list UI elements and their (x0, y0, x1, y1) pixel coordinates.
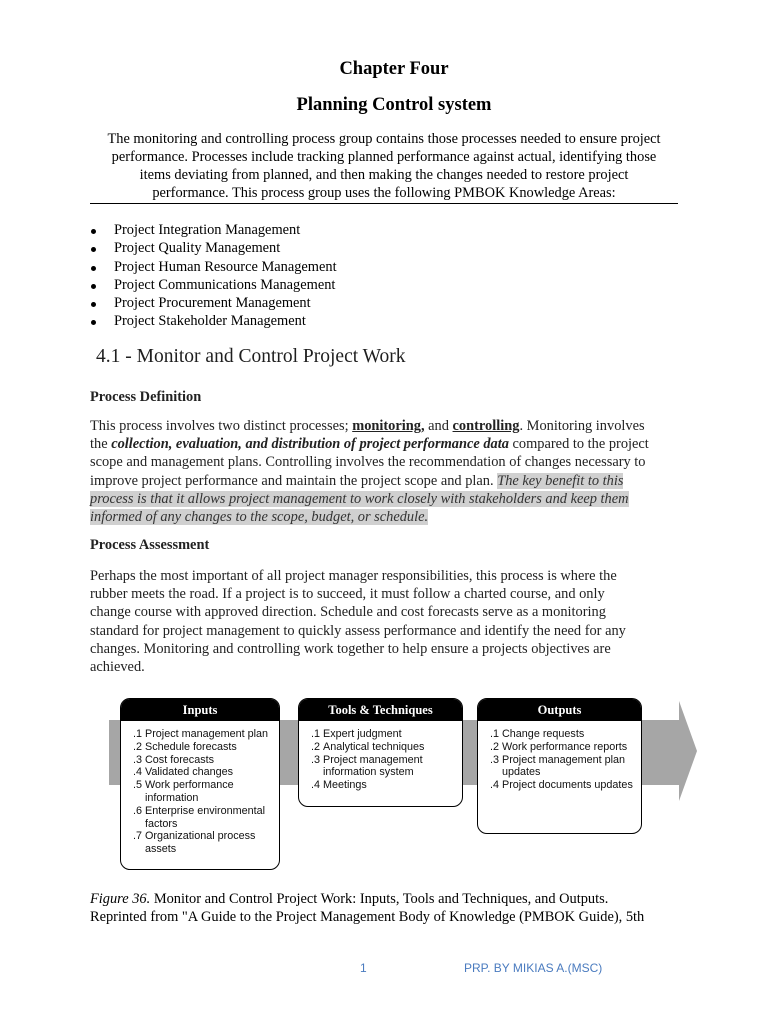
text-span: compared to the project (508, 436, 649, 453)
item-text: Schedule forecasts (145, 740, 237, 753)
bullet-icon (91, 320, 96, 325)
list-item-text: Project Procurement Management (114, 295, 311, 312)
list-item (486, 779, 635, 792)
text-line: change course with approved direction. Schedule and cost forecasts serve as a monitoring (90, 604, 606, 621)
intro-line: performance. This process group uses the following PMBOK Knowledge Areas: (152, 185, 616, 201)
text-line: standard for project management to quickly assess performance and identify the need for any (90, 622, 626, 639)
list-item (307, 754, 456, 780)
item-number: .3 (132, 753, 142, 766)
intro-line: performance. Processes include tracking planned performance against actual, identifying those (111, 149, 657, 165)
list-item (129, 805, 273, 831)
item-number: .7 (132, 830, 142, 843)
highlighted-text: The key benefit to this (497, 472, 624, 489)
text-line: rubber meets the road. If a project is to succeed, it must follow a charted course, and only (90, 586, 605, 603)
text-line (90, 417, 680, 435)
list-item (129, 754, 273, 767)
list-item (486, 741, 635, 754)
list-item (90, 239, 337, 257)
item-text: Meetings (323, 779, 367, 792)
text-span: and (424, 418, 453, 434)
inputs-list (121, 721, 279, 856)
list-item (307, 741, 456, 754)
text-line (90, 508, 680, 526)
tools-header: Tools & Techniques (299, 699, 462, 721)
item-text: Validated changes (145, 766, 234, 779)
bullet-icon (91, 302, 96, 307)
intro-line: items deviating from planned, and then making the changes needed to restore project (139, 167, 629, 183)
list-item-text: Project Quality Management (114, 240, 281, 257)
list-item (129, 741, 273, 754)
figure-caption (90, 890, 690, 926)
item-text: Project management plan (145, 728, 269, 740)
itto-diagram (105, 695, 695, 875)
chapter-number: Chapter Four (339, 59, 449, 79)
outputs-list (478, 721, 641, 792)
text-line (90, 890, 690, 908)
definition-heading: Process Definition (90, 389, 202, 405)
item-number: .2 (310, 740, 320, 753)
text-span: . Monitoring involves (519, 418, 645, 434)
text-span: Monitor and Control Project Work: Inputs, Tools and Techniques, and Outputs. (150, 891, 609, 907)
list-item (129, 830, 273, 856)
text-line: Reprinted from "A Guide to the Project Management Body of Knowledge (PMBOK Guide), 5th (90, 909, 645, 926)
text-line (90, 435, 680, 453)
text-line (90, 472, 680, 490)
text-line (90, 490, 680, 508)
list-item (90, 276, 337, 294)
list-item (129, 779, 273, 805)
list-item-text: Project Integration Management (114, 222, 301, 238)
text-span: improve project performance and maintain the project scope and plan. (90, 472, 498, 489)
figure-label: Figure 36. (90, 891, 151, 907)
item-number: .2 (489, 740, 499, 753)
item-text: Project management plan updates (502, 753, 626, 779)
highlighted-text: informed of any changes to the scope, budget, or schedule. (90, 509, 429, 526)
intro-paragraph (90, 130, 678, 204)
definition-paragraph (90, 417, 680, 526)
outputs-header: Outputs (478, 699, 641, 721)
bullet-icon (91, 284, 96, 289)
item-number: .1 (310, 728, 320, 740)
inputs-box (120, 698, 280, 870)
bullet-icon (91, 229, 96, 234)
outputs-box (477, 698, 642, 834)
item-text: Work performance information (145, 779, 234, 804)
item-number: .2 (132, 740, 142, 753)
list-item (129, 728, 273, 741)
chapter-title: Planning Control system (296, 95, 492, 115)
inputs-header: Inputs (121, 699, 279, 721)
item-text: Work performance reports (502, 740, 628, 753)
text-line: scope and management plans. Controlling involves the recommendation of changes necessary to (90, 454, 646, 471)
item-text: Project documents updates (502, 779, 633, 792)
item-text: Enterprise environmental factors (145, 804, 266, 830)
list-item-text: Project Human Resource Management (114, 258, 337, 275)
item-number: .4 (310, 779, 320, 792)
item-number: .5 (132, 779, 142, 792)
list-item-text: Project Stakeholder Management (114, 313, 306, 330)
arrow-right-icon (679, 701, 697, 801)
item-number: .3 (310, 753, 320, 766)
item-number: .1 (132, 728, 142, 740)
list-item (307, 779, 456, 792)
intro-line: The monitoring and controlling process group contains those processes needed to ensure project (107, 131, 661, 147)
highlighted-text: process is that it allows project management to work closely with stakeholders and keep them (90, 490, 629, 507)
list-item (90, 294, 337, 312)
list-item (486, 728, 635, 741)
text-span: the (90, 436, 112, 453)
list-item (307, 728, 456, 741)
item-number: .4 (132, 766, 142, 779)
list-item (90, 312, 337, 330)
item-number: .1 (489, 728, 499, 740)
text-span: This process involves two distinct processes; (90, 418, 353, 434)
item-number: .6 (132, 804, 142, 817)
text-line: Perhaps the most important of all project manager responsibilities, this process is where the (90, 568, 617, 584)
emphasis-text: collection, evaluation, and distribution of project performance data (111, 436, 509, 453)
text-line: achieved. (90, 659, 145, 676)
item-text: Cost forecasts (145, 753, 215, 766)
item-text: Change requests (502, 728, 585, 740)
monitoring-term: monitoring, (352, 418, 425, 434)
list-item-text: Project Communications Management (114, 276, 336, 293)
assessment-paragraph (90, 567, 680, 676)
knowledge-area-list (90, 221, 337, 331)
tools-box (298, 698, 463, 807)
bullet-icon (91, 247, 96, 252)
text-line: changes. Monitoring and controlling work together to help ensure a projects objectives are (90, 640, 611, 657)
footer-author: PRP. BY MIKIAS A.(MSC) (464, 961, 603, 975)
item-text: Expert judgment (323, 728, 402, 740)
controlling-term: controlling (452, 418, 520, 434)
item-text: Organizational process assets (145, 830, 256, 856)
list-item (90, 258, 337, 276)
page-number: 1 (360, 961, 367, 975)
bullet-icon (91, 266, 96, 271)
item-text: Project management information system (323, 753, 423, 779)
section-heading: 4.1 - Monitor and Control Project Work (96, 346, 406, 367)
item-text: Analytical techniques (323, 740, 425, 753)
list-item (129, 766, 273, 779)
list-item (90, 221, 337, 239)
list-item (486, 754, 635, 780)
item-number: .4 (489, 779, 499, 792)
tools-list (299, 721, 462, 792)
assessment-heading: Process Assessment (90, 537, 210, 553)
item-number: .3 (489, 753, 499, 766)
